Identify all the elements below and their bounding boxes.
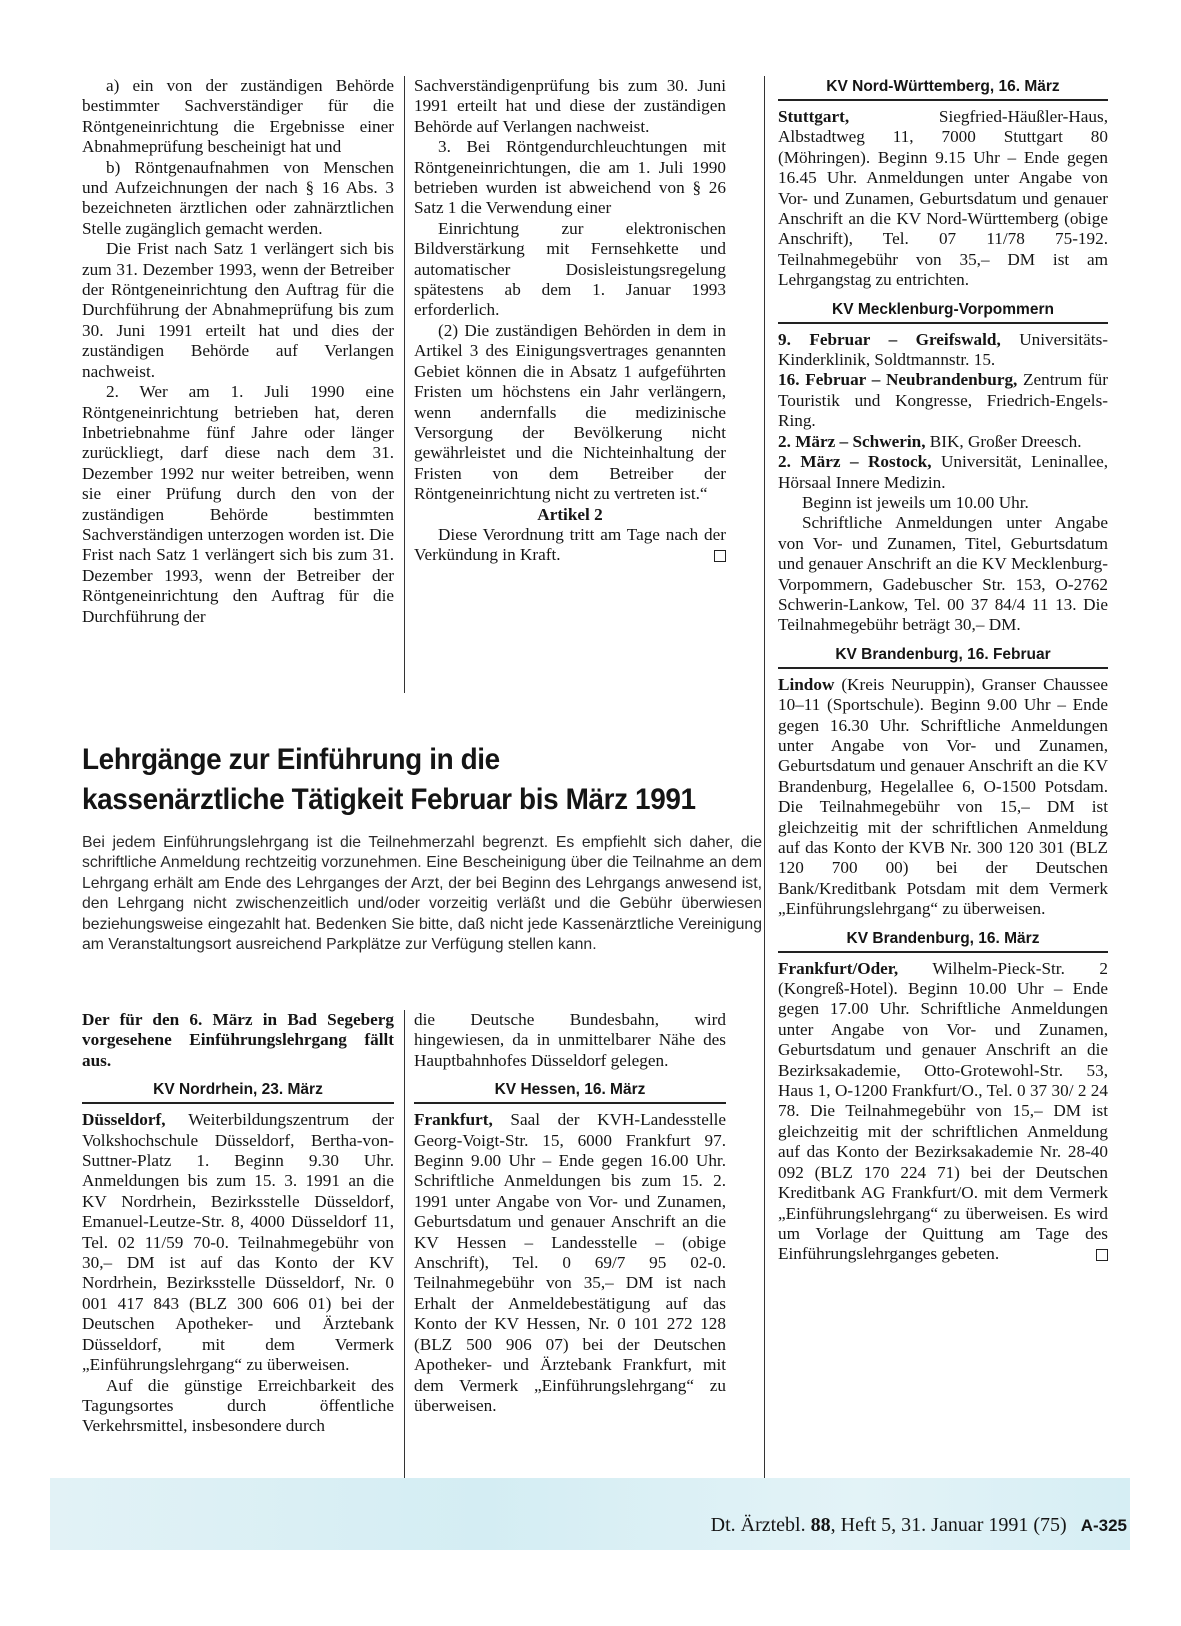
section-heading: KV Hessen, 16. März <box>414 1079 726 1104</box>
place-name: Düsseldorf, <box>82 1110 166 1130</box>
section-heading: KV Nord-Württemberg, 16. März <box>778 76 1108 101</box>
section-heading: KV Brandenburg, 16. Februar <box>778 644 1108 669</box>
artikel-text: Diese Verordnung tritt am Tage nach der Verkündung in Kraft. <box>414 524 726 565</box>
paragraph: 3. Bei Röntgendurchleuchtungen mit Röntgeneinrichtungen, die am 1. Juli 1990 betrieben wurden ist abweichend von § 26 Satz 1 die Verwendung einer <box>414 137 726 218</box>
column-2-bottom <box>414 1010 726 1416</box>
column-1-top <box>82 76 394 627</box>
article-headline <box>82 740 724 820</box>
paragraph: 2. Wer am 1. Juli 1990 eine Röntgeneinrichtung betrieben hat, deren Inbetriebnahme fünf Jahre oder länger zurückliegt, darf diese nach dem 31. Dezember 1992 nur weiter betreiben, wenn sie einer Prüfung durch den von der zuständigen Behörde bestimmten Sachverständigen unterzogen worden ist. Die Frist nach Satz 1 verlängert sich bis zum 31. Dezember 1993, wenn der Betreiber der Röntgeneinrichtung den Auftrag für die Durchführung der <box>82 382 394 626</box>
headline-line-2: kassenärztliche Tätigkeit Februar bis März 1991 <box>82 783 696 816</box>
list-item: 2. März – Rostock, Universität, Leninallee, Hörsaal Innere Medizin. <box>778 452 1108 492</box>
paragraph: b) Röntgenaufnahmen von Menschen und Aufzeichnungen der nach § 16 Abs. 3 bezeichneten ärztlichen oder zahnärztlichen Stelle zugänglich gemacht werden. <box>82 157 394 238</box>
paragraph: Frankfurt/Oder, Wilhelm-Pieck-Str. 2 (Kongreß-Hotel). Beginn 10.00 Uhr – Ende gegen 17.00 Uhr. Schriftliche Anmeldungen unter Angabe von Vor- und Zunamen, Geburtsdatum und genauer Anschrift an die Bezirksakademie, Otto-Grotewohl-Str. 53, Haus 1, O-1200 Frankfurt/O., Tel. 0 37 30/ 2 24 78. Die Teilnahmegebühr von 15,– DM ist gleichzeitig mit der schriftlichen Anmeldung auf das Konto der Bezirksakademie Nr. 28-40 092 (BLZ 170 224 71) bei der Deutschen Kreditbank AG Frankfurt/O. mit dem Vermerk „Einführungslehrgang“ zu überweisen. Es wird um Vorlage der Quittung am Tage des Einführungslehrganges gebeten. <box>778 958 1108 1264</box>
end-mark-icon <box>1096 1249 1108 1261</box>
end-mark-icon <box>714 550 726 562</box>
place-name: Lindow <box>778 674 835 694</box>
column-2-top <box>414 76 726 566</box>
column-divider <box>404 76 405 693</box>
page-number: A-325 <box>1080 1516 1127 1535</box>
list-item: 16. Februar – Neubrandenburg, Zentrum für Touristik und Kongresse, Friedrich-Engels-Ring. <box>778 370 1108 431</box>
section-heading: KV Mecklenburg-Vorpommern <box>778 299 1108 324</box>
list-item: 2. März – Schwerin, BIK, Großer Dreesch. <box>778 431 1082 451</box>
volume-number: 88 <box>810 1514 831 1536</box>
paragraph: a) ein von der zuständigen Behörde bestimmter Sachverständiger für die Röntgeneinrichtung die Ergebnisse einer Abnahmeprüfung bescheinigt hat und <box>82 76 394 157</box>
paragraph: Frankfurt, Saal der KVH-Landesstelle Georg-Voigt-Str. 15, 6000 Frankfurt 97. Beginn 9.00 Uhr – Ende gegen 16.00 Uhr. Schriftliche Anmeldungen bis zum 15. 2. 1991 unter Angabe von Vor- und Zunamen, Geburtsdatum und genauer Anschrift an die KV Hessen – Landesstelle – (obige Anschrift), Tel. 0 69/7 95 02-0. Teilnahmegebühr von 35,– DM ist nach Erhalt der Anmeldebestätigung auf das Konto der KV Hessen, Nr. 0 101 272 128 (BLZ 500 906 07) bei der Deutschen Apotheker- und Ärztebank Frankfurt, mit dem Vermerk „Einführungslehrgang“ zu überweisen. <box>414 1110 726 1415</box>
column-divider <box>764 76 765 1486</box>
place-name: Stuttgart, <box>778 107 850 126</box>
paragraph: Einrichtung zur elektronischen Bildverstärkung mit Fernsehkette und automatischer Dosisleistungsregelung spätestens ab dem 1. Januar 1993 erforderlich. <box>414 218 726 320</box>
headline-line-1: Lehrgänge zur Einführung in die <box>82 743 500 776</box>
place-name: Frankfurt, <box>414 1110 493 1130</box>
list-item: 9. Februar – Greifswald, Universitäts-Kinderklinik, Soldtmannstr. 15. <box>778 329 1108 370</box>
paragraph: Schriftliche Anmeldungen unter Angabe von Vor- und Zunamen, Titel, Geburtsdatum und genauer Anschrift an die KV Mecklenburg-Vorpommern, Gadebuscher Str. 153, O-2762 Schwerin-Lankow, Tel. 00 37 84/4 11 13. Die Teilnahmegebühr beträgt 30,– DM. <box>778 513 1108 635</box>
paragraph: Sachverständigenprüfung bis zum 30. Juni 1991 erteilt hat und diese der zuständigen Behörde auf Verlangen nachweist. <box>414 76 726 136</box>
paragraph: Beginn ist jeweils um 10.00 Uhr. <box>802 492 1029 512</box>
column-divider <box>404 1010 405 1486</box>
paragraph: Stuttgart, Siegfried-Häußler-Haus, Albstadtweg 11, 7000 Stuttgart 80 (Möhringen). Beginn 9.15 Uhr – Ende gegen 16.45 Uhr. Anmeldungen unter Angabe von Vor- und Zunamen, Geburtsdatum und genauer Anschrift an die KV Nord-Württemberg (obige Anschrift), Tel. 07 11/78 75-192. Teilnahmegebühr von 35,– DM ist am Lehrgangstag zu entrichten. <box>778 107 1108 290</box>
paragraph: Die Frist nach Satz 1 verlängert sich bis zum 31. Dezember 1993, wenn der Betreiber der Röntgeneinrichtung den Auftrag für die Durchführung der Abnahmeprüfung bis zum 30. Juni 1991 erteilt hat und dies der zuständigen Behörde auf Verlangen nachweist. <box>82 239 394 381</box>
paragraph: die Deutsche Bundesbahn, wird hingewiesen, da in unmittelbarer Nähe des Hauptbahnhofes Düsseldorf gelegen. <box>414 1010 726 1070</box>
column-3 <box>778 76 1108 1265</box>
footer-citation: Dt. Ärztebl. 88, Heft 5, 31. Januar 1991 (75) A-325 <box>710 1514 1127 1536</box>
section-heading: KV Brandenburg, 16. März <box>778 928 1108 953</box>
cancellation-note: Der für den 6. März in Bad Segeberg vorgesehene Einführungslehrgang fällt aus. <box>82 1010 394 1070</box>
section-heading: KV Nordrhein, 23. März <box>82 1079 394 1104</box>
paragraph: Düsseldorf, Weiterbildungszentrum der Volkshochschule Düsseldorf, Bertha-von-Suttner-Platz 1. Beginn 9.30 Uhr. Anmeldungen bis zum 15. 3. 1991 an die KV Nordrhein, Bezirksstelle Düsseldorf, Emanuel-Leutze-Str. 8, 4000 Düsseldorf 11, Tel. 02 11/59 70-0. Teilnahmegebühr von 30,– DM ist auf das Konto der KV Nordrhein, Bezirksstelle Düsseldorf, Nr. 0 001 417 843 (BLZ 300 606 01) bei der Deutschen Apotheker- und Ärztebank Düsseldorf, mit dem Vermerk „Einführungslehrgang“ zu überweisen. <box>82 1110 394 1375</box>
paragraph: (2) Die zuständigen Behörden in dem in Artikel 3 des Einigungsvertrages genannten Gebiet können die in Absatz 1 aufgeführten Fristen um höchstens ein Jahr verlängern, wenn andernfalls die medizinische Versorgung der Bevölkerung nicht gewährleistet und die Nichteinhaltung der Fristen von dem Betreiber der Röntgeneinrichtung nicht zu vertreten ist.“ <box>414 320 726 504</box>
paragraph: Auf die günstige Erreichbarkeit des Tagungsortes durch öffentliche Verkehrsmittel, insbesondere durch <box>82 1375 394 1436</box>
column-1-bottom <box>82 1010 394 1437</box>
paragraph: Lindow (Kreis Neuruppin), Granser Chaussee 10–11 (Sportschule). Beginn 9.00 Uhr – Ende gegen 16.30 Uhr. Schriftliche Anmeldungen unter Angabe von Vor- und Zunamen, Geburtsdatum und genauer Anschrift an die KV Brandenburg, Hegelallee 6, O-1500 Potsdam. Die Teilnahmegebühr von 15,– DM ist gleichzeitig mit der schriftlichen Anmeldung auf das Konto der KVB Nr. 300 120 301 (BLZ 120 700 00) bei der Deutschen Bank/Kreditbank Potsdam mit dem Vermerk „Einführungslehrgang“ zu überweisen. <box>778 674 1108 919</box>
article-intro: Bei jedem Einführungslehrgang ist die Teilnehmerzahl begrenzt. Es empfiehlt sich daher, die schriftliche Anmeldung rechtzeitig vorzunehmen. Eine Bescheinigung über die Teilnahme an dem Lehrgang erhält am Ende des Lehrganges der Arzt, der bei Beginn des Lehrgangs anwesend ist, den Lehrgang nicht zwischenzeitlich und/oder vorzeitig verläßt und die Gebühr überwiesen beziehungsweise eingezahlt hat. Bedenken Sie bitte, daß nicht jede Kassenärztliche Vereinigung am Veranstaltungsort ausreichend Parkplätze zur Verfügung stellen kann. <box>82 834 762 954</box>
place-name: Frankfurt/Oder, <box>778 958 899 978</box>
artikel-heading: Artikel 2 <box>537 504 603 524</box>
